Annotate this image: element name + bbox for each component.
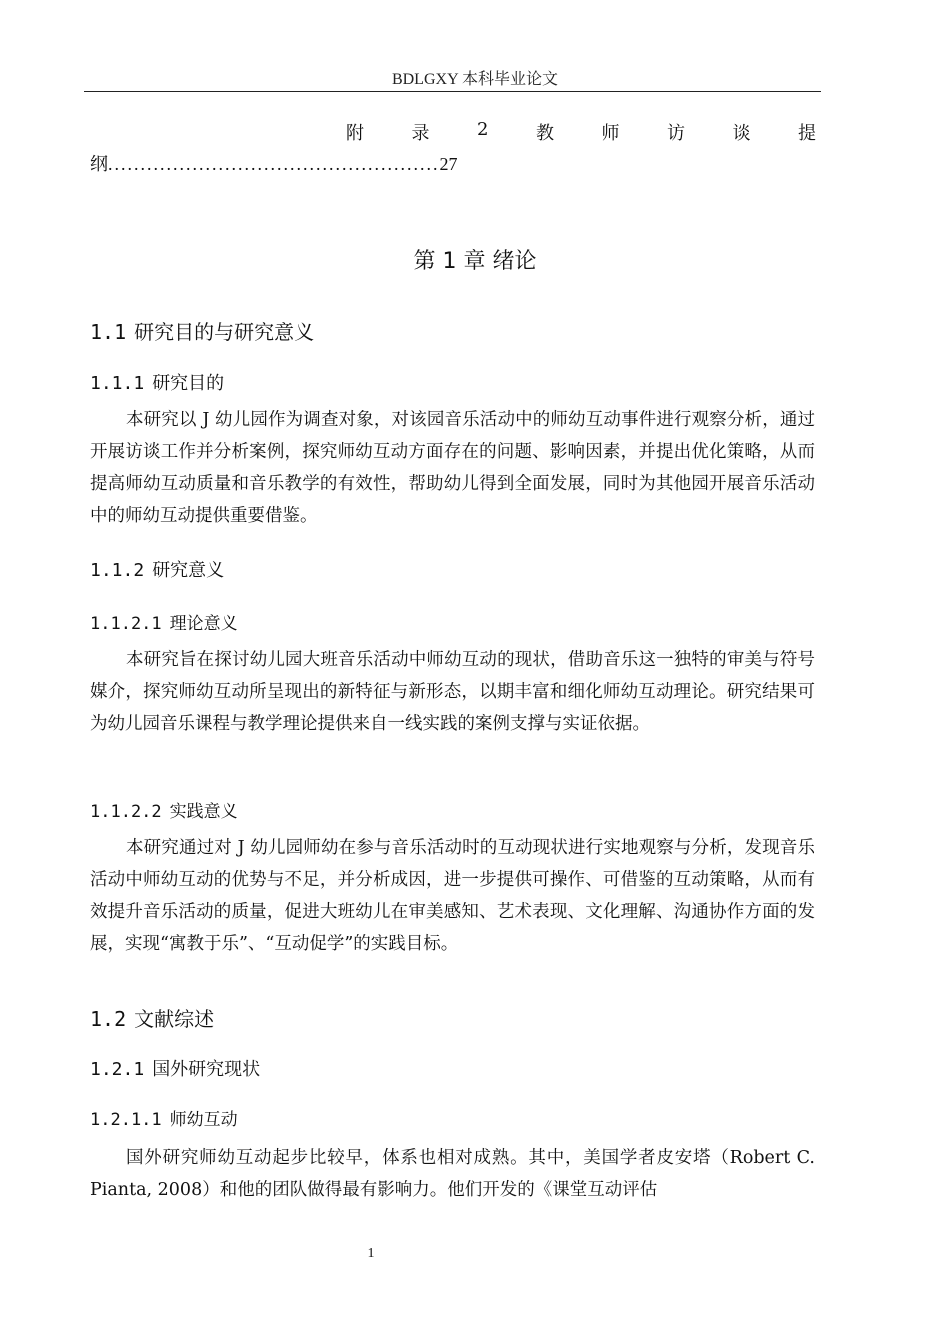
subsubsection-number: 1.1.2.2 (90, 802, 162, 822)
subsubsection-title: 实践意义 (169, 802, 238, 822)
toc-char: 谈 (732, 123, 751, 144)
paragraph: 本研究通过对 J 幼儿园师幼在参与音乐活动时的互动现状进行实地观察与分析，发现音乐活动中师幼互动的优势与不足，并分析成因，进一步提供可操作、可借鉴的互动策略，从而有效提升音乐活动的质量，促进大班幼儿在审美感知、艺术表现、文化理解、沟通协作方面的发展，实现“寓教于乐”、“互动促学”的实践目标。 (90, 838, 815, 954)
toc-entry (346, 119, 816, 145)
toc-char: 附 (346, 123, 364, 144)
paragraph: 本研究旨在探讨幼儿园大班音乐活动中师幼互动的现状，借助音乐这一独特的审美与符号媒介，探究师幼互动所呈现出的新特征与新形态，以期丰富和细化师幼互动理论。研究结果可为幼儿园音乐课程与教学理论提供来自一线实践的案例支撑与实证依据。 (90, 650, 815, 734)
subsection-title: 国外研究现状 (152, 1059, 261, 1080)
running-header: BDLGXY 本科毕业论文 (391, 71, 559, 88)
subsection-number: 1.2.1 (90, 1059, 145, 1080)
subsubsection-heading (90, 1105, 238, 1130)
subsection-number: 1.1.1 (90, 373, 145, 394)
toc-char: 2 (477, 119, 489, 140)
section-title: 研究目的与研究意义 (134, 320, 315, 344)
subsubsection-title: 师幼互动 (169, 1110, 238, 1130)
subsubsection-heading (90, 797, 238, 822)
subsubsection-heading (90, 609, 238, 634)
toc-entry-continuation (90, 150, 458, 176)
subsection-heading (90, 369, 224, 395)
toc-page-number: 27 (439, 154, 458, 174)
toc-char: 教 (535, 123, 554, 144)
subsection-heading (90, 1055, 260, 1081)
page-number: 1 (367, 1246, 375, 1261)
toc-char: 提 (797, 123, 816, 144)
chapter-title: 第 1 章 绪论 (413, 249, 537, 274)
paragraph: 本研究以 J 幼儿园作为调查对象，对该园音乐活动中的师幼互动事件进行观察分析，通过开展访谈工作并分析案例，探究师幼互动方面存在的问题、影响因素，并提出优化策略，从而提高师幼互动质量和音乐教学的有效性，帮助幼儿得到全面发展，同时为其他园开展音乐活动中的师幼互动提供重要借鉴。 (90, 410, 815, 526)
section-title: 文献综述 (134, 1007, 215, 1031)
subsubsection-title: 理论意义 (169, 614, 238, 634)
subsection-number: 1.1.2 (90, 560, 145, 581)
section-heading (90, 1003, 214, 1032)
subsection-title: 研究意义 (152, 560, 225, 581)
subsubsection-number: 1.1.2.1 (90, 614, 162, 634)
section-number: 1.2 (90, 1007, 127, 1031)
section-heading (90, 316, 314, 345)
section-number: 1.1 (90, 320, 127, 344)
paragraph: 国外研究师幼互动起步比较早，体系也相对成熟。其中，美国学者皮安塔（Robert C. Pianta, 2008）和他的团队做得最有影响力。他们开发的《课堂互动评估 (90, 1148, 815, 1200)
toc-char: 访 (666, 123, 685, 144)
toc-char: 师 (601, 123, 620, 144)
header-rule (84, 91, 821, 92)
toc-char: 录 (411, 123, 430, 144)
toc-leader-dots: ................................................... (108, 154, 440, 174)
toc-entry-tail: 纲 (90, 154, 108, 175)
subsubsection-number: 1.2.1.1 (90, 1110, 162, 1130)
subsection-title: 研究目的 (152, 373, 225, 394)
subsection-heading (90, 556, 224, 582)
